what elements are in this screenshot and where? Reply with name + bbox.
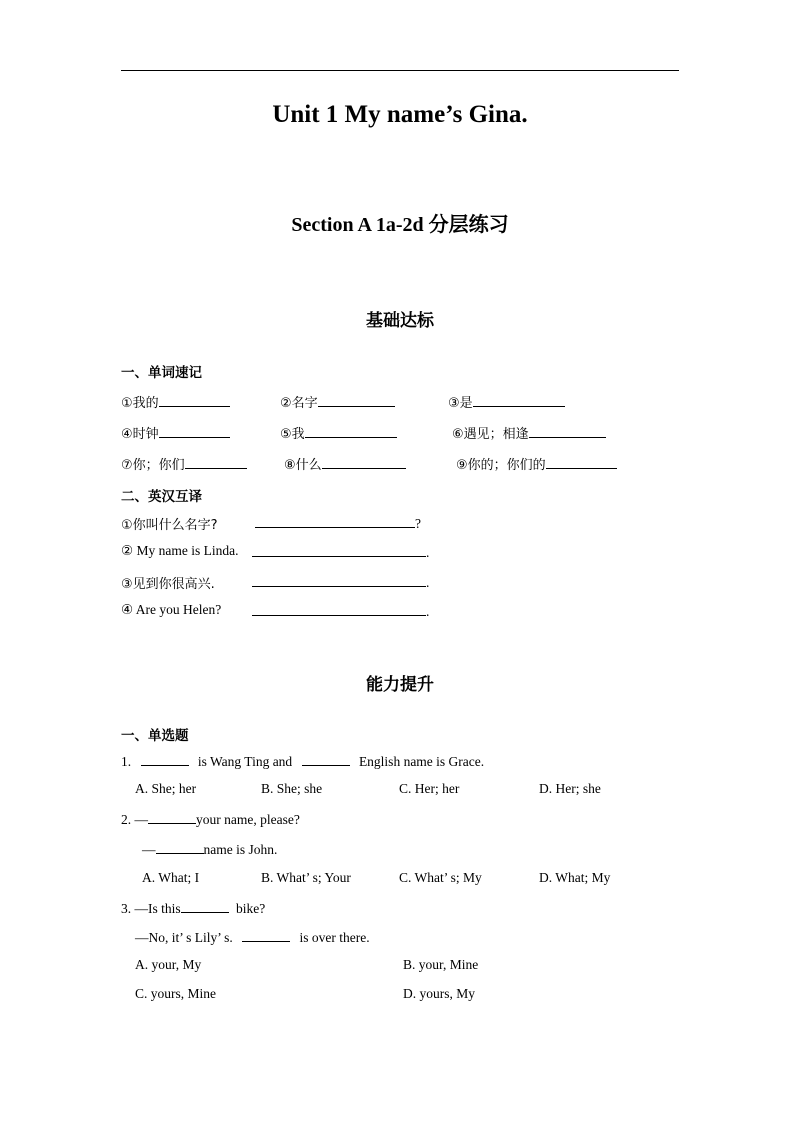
q2-option-a[interactable]: A. What; I [142,870,200,885]
vocab-heading: 一、单词速记 [121,365,202,381]
translate-answer-2: . [252,543,429,561]
q3-option-b[interactable]: B. your, Mine [403,957,479,972]
translate-item-2: ② My name is Linda. [121,543,239,558]
answer-blank[interactable] [185,455,247,469]
answer-blank[interactable] [159,393,230,407]
answer-blank[interactable] [252,602,426,616]
answer-blank[interactable] [141,752,189,766]
answer-blank[interactable] [302,752,350,766]
question-1: 1. is Wang Ting and English name is Grace. [121,754,485,769]
vocab-item-2: ②名字 [280,392,395,411]
question-3: 3. —Is this bike? [121,901,266,916]
header-rule [121,70,679,71]
translate-item-3: ③见到你很高兴. [121,577,215,592]
translate-answer-3: . [252,573,429,591]
q2-option-c[interactable]: C. What’ s; My [399,870,482,885]
translate-item-1: ①你叫什么名字? [121,518,218,533]
q1-option-a[interactable]: A. She; her [135,781,197,796]
q3-option-d[interactable]: D. yours, My [403,986,476,1001]
level-basic-heading: 基础达标 [366,311,434,331]
answer-blank[interactable] [156,840,204,854]
answer-blank[interactable] [252,543,426,557]
vocab-item-7: ⑦你；你们 [121,454,247,473]
translate-answer-4: . [252,602,429,620]
answer-blank[interactable] [322,455,406,469]
q2-option-b[interactable]: B. What’ s; Your [261,870,351,885]
question-3-reply: —No, it’ s Lily’ s. is over there. [135,930,370,945]
q2-option-d[interactable]: D. What; My [539,870,611,885]
vocab-item-4: ④时钟 [121,423,230,442]
q3-option-a[interactable]: A. your, My [135,957,202,972]
answer-blank[interactable] [252,573,426,587]
answer-blank[interactable] [305,424,397,438]
answer-blank[interactable] [473,393,565,407]
vocab-item-1: ①我的 [121,392,230,411]
q3-option-c[interactable]: C. yours, Mine [135,986,216,1001]
vocab-item-9: ⑨你的；你们的 [456,454,617,473]
question-2-reply: — name is John. [142,842,278,857]
vocab-item-5: ⑤我 [280,423,397,442]
question-2: 2. — your name, please? [121,812,300,827]
answer-blank[interactable] [318,393,395,407]
answer-blank[interactable] [255,514,415,528]
translate-heading: 二、英汉互译 [121,489,202,505]
section-subtitle: Section A 1a-2d 分层练习 [291,214,509,236]
vocab-item-6: ⑥遇见；相逢 [452,423,606,442]
level-advanced-heading: 能力提升 [366,675,434,695]
page-title: Unit 1 My name’s Gina. [272,101,528,128]
answer-blank[interactable] [529,424,606,438]
vocab-item-8: ⑧什么 [284,454,406,473]
mcq-heading: 一、单选题 [121,728,189,744]
q1-option-d[interactable]: D. Her; she [539,781,601,796]
answer-blank[interactable] [148,810,196,824]
translate-answer-1: ? [255,514,421,532]
answer-blank[interactable] [242,928,290,942]
translate-item-4: ④ Are you Helen? [121,602,222,617]
answer-blank[interactable] [181,899,229,913]
answer-blank[interactable] [546,455,617,469]
q1-option-c[interactable]: C. Her; her [399,781,460,796]
answer-blank[interactable] [159,424,230,438]
q1-option-b[interactable]: B. She; she [261,781,323,796]
vocab-item-3: ③是 [448,392,565,411]
